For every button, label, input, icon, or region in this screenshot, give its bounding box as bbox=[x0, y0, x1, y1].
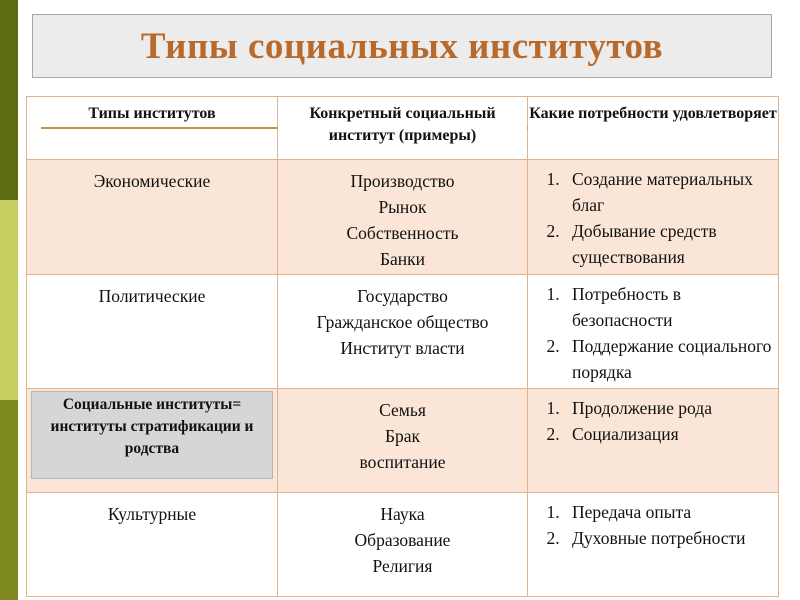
row-type-cell bbox=[27, 389, 278, 493]
sidebar-light-segment bbox=[0, 200, 18, 400]
needs-item: 1. Передача опыта bbox=[564, 499, 778, 525]
table-row bbox=[27, 389, 779, 493]
needs-item: 2. Добывание средств существования bbox=[564, 218, 778, 270]
table-header-row bbox=[27, 97, 779, 160]
table-row bbox=[27, 160, 779, 275]
page-title: Типы социальных институтов bbox=[140, 25, 664, 67]
row-type-cell: Политические bbox=[27, 275, 278, 389]
needs-item: 1. Создание материальных благ bbox=[564, 166, 778, 218]
sidebar-dark-segment bbox=[0, 0, 18, 200]
row-needs-cell bbox=[528, 275, 779, 389]
needs-item: 1. Потребность в безопасности bbox=[564, 281, 778, 333]
header-types: Типы институтов bbox=[27, 97, 278, 160]
institutions-table bbox=[26, 96, 779, 597]
sidebar-decoration bbox=[0, 0, 18, 600]
needs-item: 2. Социализация bbox=[564, 421, 778, 447]
needs-item: 1. Продолжение рода bbox=[564, 395, 778, 421]
row-needs-cell bbox=[528, 389, 779, 493]
header-examples: Конкретный социальный институт (примеры) bbox=[278, 97, 528, 160]
row-needs-cell bbox=[528, 493, 779, 597]
title-box bbox=[32, 14, 772, 78]
sidebar-mid-segment bbox=[0, 400, 18, 600]
row-examples-cell: Наука Образование Религия bbox=[278, 493, 528, 597]
row-type-cell: Культурные bbox=[27, 493, 278, 597]
row-examples-cell: Семья Брак воспитание bbox=[278, 389, 528, 493]
needs-item: 2. Духовные потребности bbox=[564, 525, 778, 551]
row-type-cell: Экономические bbox=[27, 160, 278, 275]
table-row bbox=[27, 275, 779, 389]
row-needs-cell bbox=[528, 160, 779, 275]
highlight-box: Социальные институты= институты стратификации и родства bbox=[31, 391, 273, 479]
table-row bbox=[27, 493, 779, 597]
row-examples-cell: Государство Гражданское общество Институт власти bbox=[278, 275, 528, 389]
header-needs: Какие потребности удовлетворяет bbox=[528, 97, 779, 160]
row-examples-cell: Производство Рынок Собственность Банки bbox=[278, 160, 528, 275]
needs-item: 2. Поддержание социального порядка bbox=[564, 333, 778, 385]
